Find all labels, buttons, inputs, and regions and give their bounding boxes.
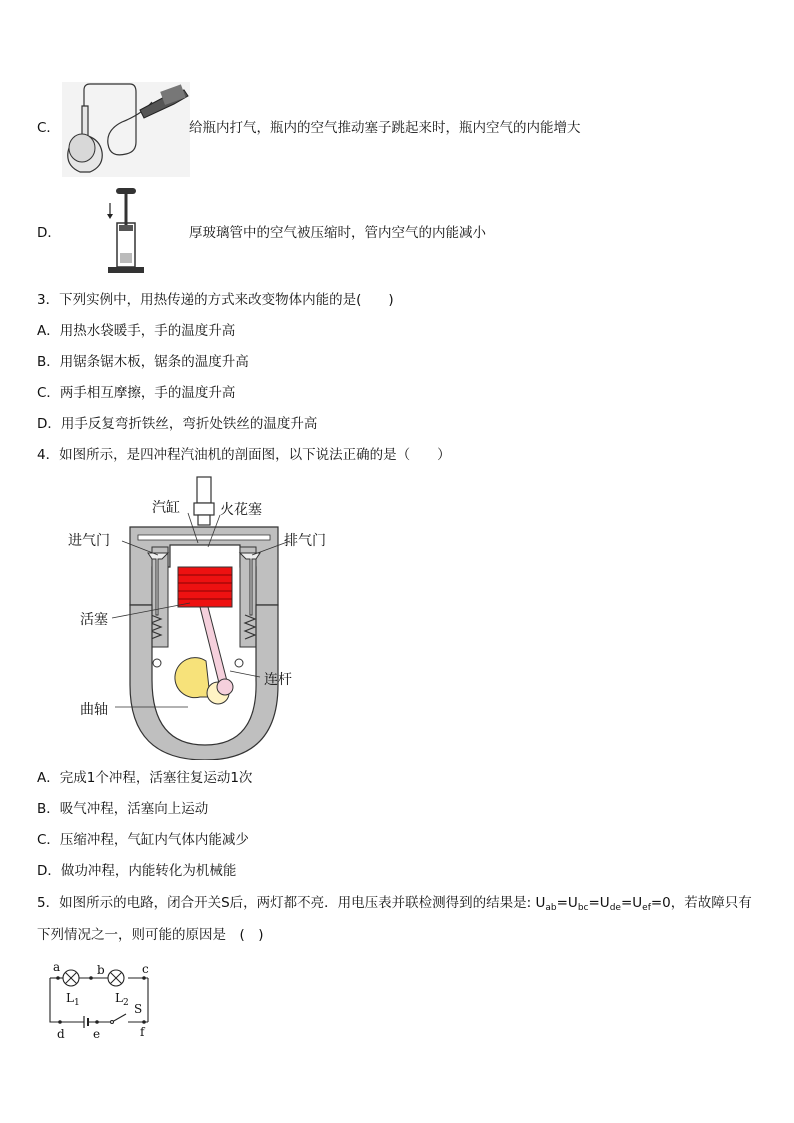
q4-option-c: C．压缩冲程，气缸内气体内能减少 [37,832,249,848]
node-a: a [53,960,61,974]
q5-stem-line1 [37,894,752,912]
q3-option-a: A．用热水袋暖手，手的温度升高 [37,323,236,339]
q3-option-c: C．两手相互摩擦，手的温度升高 [37,385,236,401]
label-cylinder: 汽缸 [152,500,180,516]
label-spark-plug: 火花塞 [220,502,262,518]
node-e: e [93,1027,101,1041]
label-connecting-rod: 连杆 [264,672,292,688]
sub-ab: ab [545,903,557,913]
q3-option-b: B．用锯条锯木板，锯条的温度升高 [37,354,249,370]
q2-option-d-text: 厚玻璃管中的空气被压缩时，管内空气的内能减小 [189,225,486,241]
node-b: b [97,963,105,977]
q2-option-c-text: 给瓶内打气，瓶内的空气推动塞子跳起来时，瓶内空气的内能增大 [189,120,581,136]
q5-eq1: =U [556,895,578,911]
lamp-l1-label: $L_1$ [66,991,80,1008]
q4-option-a: A．完成1个冲程，活塞往复运动1次 [37,770,253,786]
lamp-l2-label: $L_2$ [115,991,129,1008]
q5-eq3: =U [620,895,643,911]
switch-label: S [134,1002,143,1016]
q5-stem-part1: 5．如图所示的电路，闭合开关S后，两灯都不亮．用电压表并联检测得到的结果是: U [37,895,546,911]
glass-tube-figure [100,185,150,277]
label-crankshaft: 曲轴 [80,702,108,718]
q2-option-c-letter: C． [37,120,60,136]
sub-bc: bc [577,903,589,913]
node-c: c [142,962,149,976]
q2-option-d-letter: D． [37,225,61,241]
label-piston: 活塞 [80,612,108,628]
label-intake-valve: 进气门 [68,533,110,549]
q3-stem: 3．下列实例中，用热传递的方式来改变物体内能的是( ) [37,292,394,308]
q5-stem-line2: 下列情况之一，则可能的原因是 ( ) [37,927,264,943]
sub-ef: ef [642,903,651,913]
q4-option-d: D．做功冲程，内能转化为机械能 [37,863,237,879]
sub-de: de [609,903,621,913]
q4-stem: 4．如图所示，是四冲程汽油机的剖面图，以下说法正确的是（ ） [37,447,451,463]
q4-option-b: B．吸气冲程，活塞向上运动 [37,801,209,817]
q5-stem-part2: =0，若故障只有 [650,895,752,911]
node-f: f [140,1025,145,1039]
q5-eq2: =U [588,895,610,911]
label-exhaust-valve: 排气门 [284,533,326,549]
q3-option-d: D．用手反复弯折铁丝，弯折处铁丝的温度升高 [37,416,318,432]
node-d: d [57,1027,65,1041]
flask-pump-figure [62,82,190,177]
